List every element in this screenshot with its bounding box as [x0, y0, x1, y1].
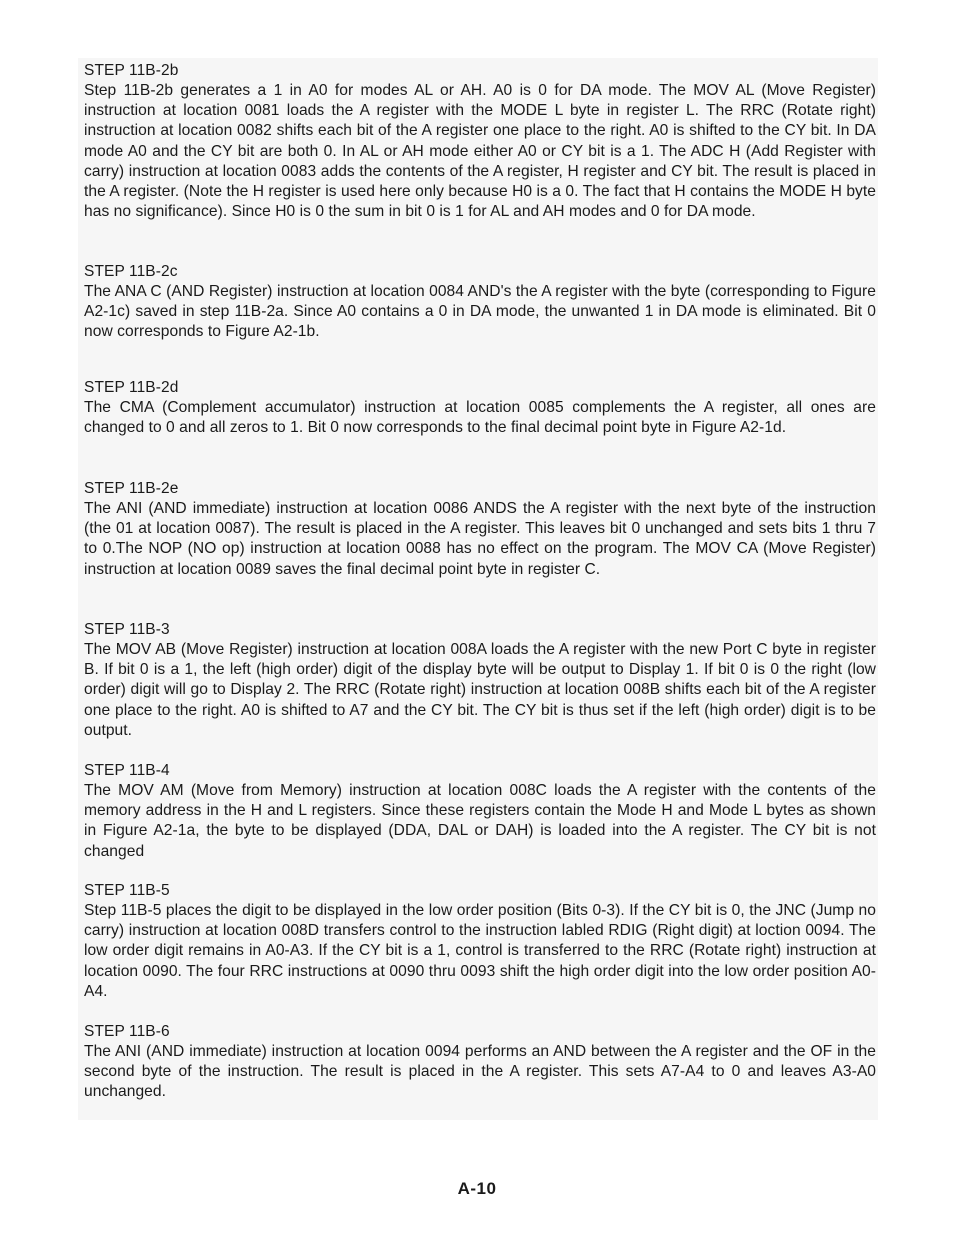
step-heading: STEP 11B-2e: [84, 480, 179, 497]
step-section: [84, 761, 876, 862]
step-paragraph: Step 11B-5 places the digit to be displayed in the low order position (Bits 0-3). If the CY bit is 0, the JNC (Jump no carry) instruction at location 008D transfers control to the instruction labled RDIG (Right digit) at loction 0094. The low order digit remains in A0-A3. If the CY bit is a 1, control is transferred to the RRC (Rotate right) instruction at location 0090. The four RRC instructions at 0090 thru 0093 shift the high order digit into the low order position A0-A4.: [84, 902, 876, 1000]
step-paragraph: The MOV AB (Move Register) instruction at location 008A loads the A register with the new Port C byte in register B. If bit 0 is a 1, the left (high order) digit of the display byte will be output to Display 1. If bit 0 is 0 the right (low order) digit will go to Display 2. The RRC (Rotate right) instruction at location 008B shifts each bit of the A register one place to the right. A0 is shifted to A7 and the CY bit. The CY bit is thus set if the left (high order) digit is to be output.: [84, 641, 876, 739]
page-number: A-10: [457, 1179, 497, 1198]
step-section: [84, 378, 876, 438]
step-heading: STEP 11B-5: [84, 882, 170, 899]
step-paragraph: The MOV AM (Move from Memory) instruction at location 008C loads the A register with the contents of the memory address in the H and L registers. Since these registers contain the Mode H and Mode L bytes as shown in Figure A2-1a, the byte to be displayed (DDA, DAL or DAH) is loaded into the A register. The CY bit is not changed: [84, 782, 876, 860]
step-heading: STEP 11B-2c: [84, 263, 178, 280]
step-section: [84, 479, 876, 580]
step-heading: STEP 11B-2d: [84, 379, 179, 396]
step-heading: STEP 11B-2b: [84, 62, 179, 79]
step-heading: STEP 11B-4: [84, 762, 170, 779]
step-section: [84, 620, 876, 741]
step-section: [84, 881, 876, 1002]
step-paragraph: The ANA C (AND Register) instruction at location 0084 AND's the A register with the byte (corresponding to Figure A2-1c) saved in step 11B-2a. Since A0 contains a 0 in DA mode, the unwanted 1 in DA mode is eliminated. Bit 0 now corresponds to Figure A2-1b.: [84, 283, 876, 341]
step-paragraph: Step 11B-2b generates a 1 in A0 for modes AL or AH. A0 is 0 for DA mode. The MOV AL (Move Register) instruction at location 0081 loads the A register with the MODE L byte in register L. The RRC (Rotate right) instruction at location 0082 shifts each bit of the A register one place to the right. A0 is shifted to the CY bit. In DA mode A0 and the CY bit are both 0. In AL or AH mode either A0 or CY bit is a 1. The ADC H (Add Register with carry) instruction at location 0083 adds the contents of the A register, H register and CY bit. The result is placed in the A register. (Note the H register is used here only because H0 is a 0. The fact that H contains the MODE H byte has no significance). Since H0 is 0 the sum in bit 0 is 1 for AL and AH modes and 0 for DA mode.: [84, 82, 876, 221]
step-heading: STEP 11B-3: [84, 621, 170, 638]
step-heading: STEP 11B-6: [84, 1023, 170, 1040]
step-paragraph: The ANI (AND immediate) instruction at location 0086 ANDS the A register with the next byte of the instruction (the 01 at location 0087). The result is placed in the A register. This leaves bit 0 unchanged and sets bits 1 thru 7 to 0.The NOP (NO op) instruction at location 0088 has no effect on the program. The MOV CA (Move Register) instruction at location 0089 saves the final decimal point byte in register C.: [84, 500, 876, 578]
step-section: [84, 1022, 876, 1103]
step-section: [84, 262, 876, 343]
step-paragraph: The CMA (Complement accumulator) instruction at location 0085 complements the A register, all ones are changed to 0 and all zeros to 1. Bit 0 now corresponds to the final decimal point byte in Figure A2-1d.: [84, 399, 876, 437]
step-paragraph: The ANI (AND immediate) instruction at location 0094 performs an AND between the A register and the OF in the second byte of the instruction. The result is placed in the A register. This sets A7-A4 to 0 and leaves A3-A0 unchanged.: [84, 1043, 876, 1101]
step-section: [84, 61, 876, 222]
